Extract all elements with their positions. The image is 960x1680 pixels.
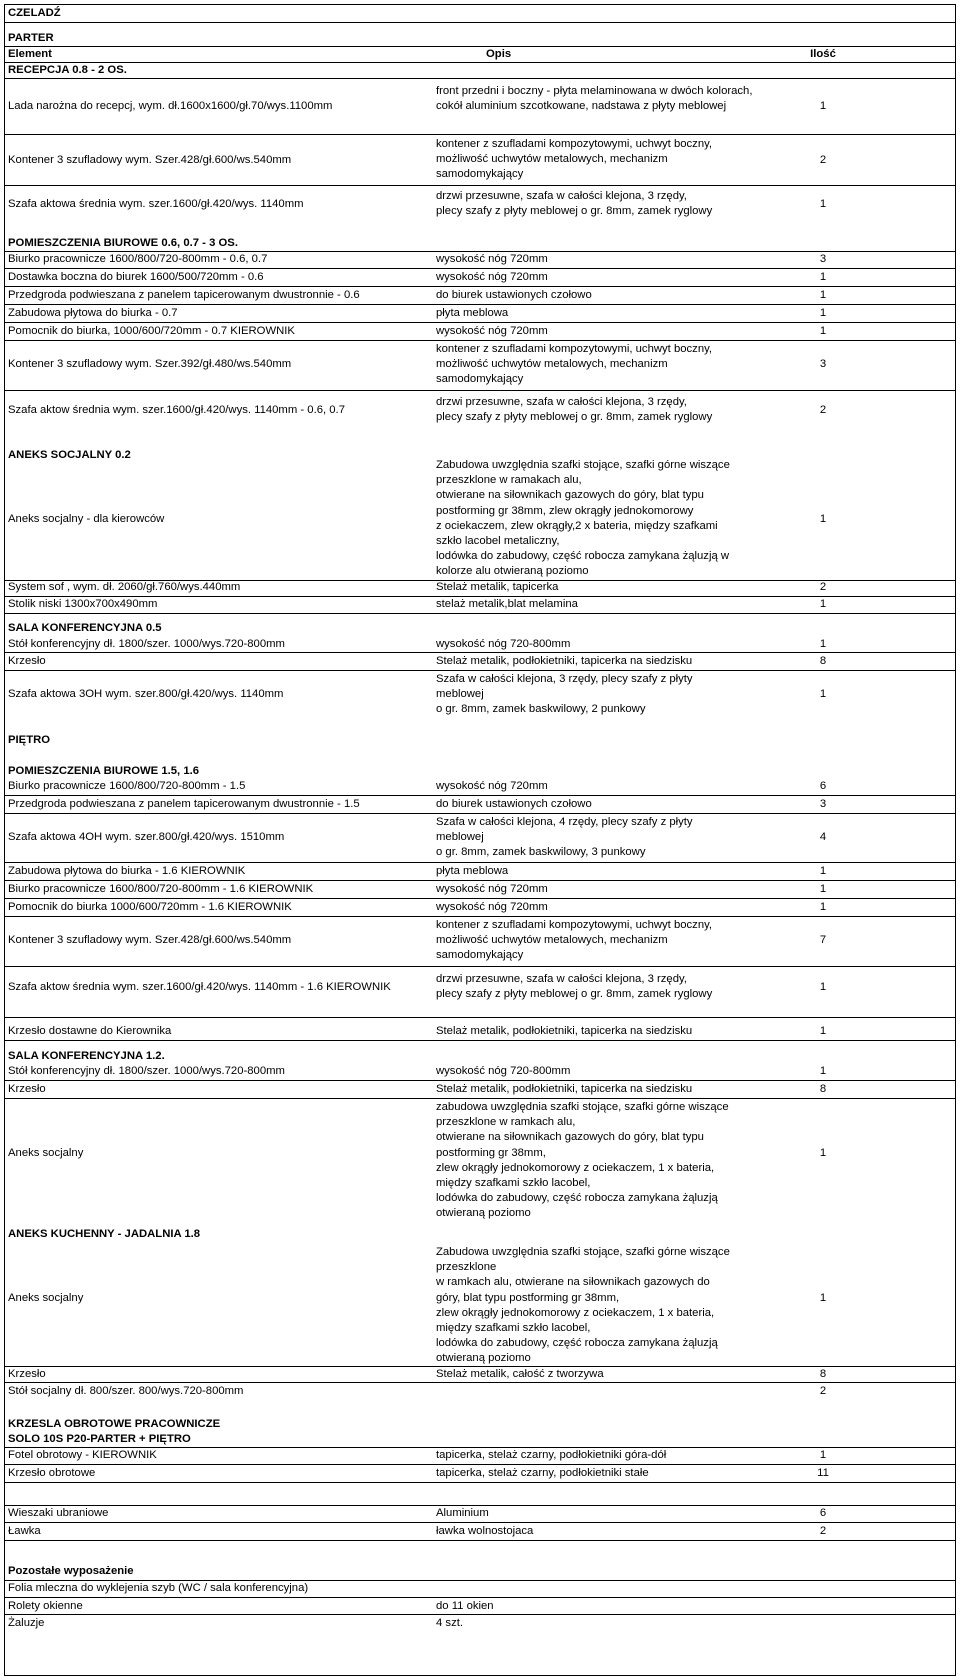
row-rule xyxy=(4,1098,956,1099)
section-heading: PIĘTRO xyxy=(8,734,51,746)
row-opis: wysokość nóg 720-800mm xyxy=(436,1065,571,1077)
row-element: Szafa aktow średnia wym. szer.1600/gł.420/wys. 1140mm - 1.6 KIEROWNIK xyxy=(8,981,391,993)
row-element: Kontener 3 szufladowy wym. Szer.392/gł.480/ws.540mm xyxy=(8,358,292,370)
row-element: Zabudowa płytowa do biurka - 1.6 KIEROWNIK xyxy=(8,865,246,877)
border-bottom xyxy=(4,1675,956,1676)
row-element: Dostawka boczna do biurek 1600/500/720mm - 0.6 xyxy=(8,271,264,283)
row-element: Stół socjalny dł. 800/szer. 800/wys.720-800mm xyxy=(8,1385,244,1397)
section-heading: SALA KONFERENCYJNA 1.2. xyxy=(8,1050,165,1062)
row-element: Szafa aktow średnia wym. szer.1600/gł.420/wys. 1140mm - 0.6, 0.7 xyxy=(8,404,345,416)
row-element: Szafa aktowa 4OH wym. szer.800/gł.420/wys. 1510mm xyxy=(8,831,285,843)
row-rule xyxy=(4,1382,956,1383)
row-element: Krzesło xyxy=(8,1368,46,1380)
row-opis: tapicerka, stelaż czarny, podłokietniki stałe xyxy=(436,1467,649,1479)
section-heading: SOLO 10S P20-PARTER + PIĘTRO xyxy=(8,1433,191,1445)
row-opis: wysokość nóg 720mm xyxy=(436,253,548,265)
row-rule xyxy=(4,1614,956,1615)
row-ilosc: 1 xyxy=(819,289,827,301)
row-rule xyxy=(4,652,956,653)
row-ilosc: 7 xyxy=(819,934,827,946)
border-left xyxy=(4,4,5,1676)
row-element: Stół konferencyjny dł. 1800/szer. 1000/wys.720-800mm xyxy=(8,638,285,650)
row-element: Kontener 3 szufladowy wym. Szer.428/gł.600/ws.540mm xyxy=(8,154,292,166)
row-rule xyxy=(4,340,956,341)
row-element: Pomocnik do biurka, 1000/600/720mm - 0.7 KIEROWNIK xyxy=(8,325,295,337)
row-opis: Szafa w całości klejona, 3 rzędy, plecy szafy z płyty meblowej o gr. 8mm, zamek baskwilowy, 2 punkowy xyxy=(436,673,693,716)
row-ilosc: 1 xyxy=(819,1449,827,1461)
row-rule xyxy=(4,185,956,186)
row-ilosc: 8 xyxy=(819,1083,827,1095)
row-rule xyxy=(4,1464,956,1465)
row-ilosc: 2 xyxy=(819,1385,827,1397)
row-ilosc: 1 xyxy=(819,638,827,650)
row-ilosc: 2 xyxy=(819,581,827,593)
row-rule xyxy=(4,916,956,917)
row-rule xyxy=(4,390,956,391)
row-ilosc: 1 xyxy=(819,513,827,525)
row-ilosc: 8 xyxy=(819,655,827,667)
row-opis: do biurek ustawionych czołowo xyxy=(436,798,592,810)
document-title: CZELADŹ xyxy=(8,7,61,19)
row-opis: ławka wolnostojaca xyxy=(436,1525,534,1537)
title-rule xyxy=(4,22,956,23)
row-element: Stolik niski 1300x700x490mm xyxy=(8,598,158,610)
row-element: Biurko pracownicze 1600/800/720-800mm - 1.6 KIEROWNIK xyxy=(8,883,314,895)
row-rule xyxy=(4,304,956,305)
row-element: Krzesło xyxy=(8,655,46,667)
row-opis: Stelaż metalik, podłokietniki, tapicerka na siedzisku xyxy=(436,1025,693,1037)
row-ilosc: 1 xyxy=(819,1065,827,1077)
header-element: Element xyxy=(8,48,52,60)
row-element: System sof , wym. dł. 2060/gł.760/wys.440mm xyxy=(8,581,241,593)
row-ilosc: 1 xyxy=(819,883,827,895)
row-opis: stelaż metalik,blat melamina xyxy=(436,598,578,610)
row-element: Krzesło dostawne do Kierownika xyxy=(8,1025,172,1037)
section-heading: RECEPCJA 0.8 - 2 OS. xyxy=(8,64,127,76)
row-opis: Stelaż metalik, całość z tworzywa xyxy=(436,1368,604,1380)
row-ilosc: 1 xyxy=(819,901,827,913)
row-ilosc: 1 xyxy=(819,1147,827,1159)
row-opis: kontener z szufladami kompozytowymi, uchwyt boczny, możliwość uchwytów metalowych, mechanizm samodomykający xyxy=(436,138,713,181)
row-opis: wysokość nóg 720mm xyxy=(436,883,548,895)
row-rule xyxy=(4,613,956,614)
row-rule xyxy=(4,880,956,881)
row-opis: drzwi przesuwne, szafa w całości klejona, 3 rzędy, plecy szafy z płyty meblowej o gr. 8mm, zamek ryglowy xyxy=(436,190,713,218)
section-heading: Pozostałe wyposażenie xyxy=(8,1565,134,1577)
row-opis: front przedni i boczny - płyta melaminowana w dwóch kolorach, cokół aluminium szcotkowane, nadstawa z płyty meblowej xyxy=(436,85,753,113)
row-opis: zabudowa uwzględnia szafki stojące, szafki górne wiszące przeszklone w ramkach alu, otwierane na siłownikach gazowych do góry, blat typu postforming gr 38mm, zlew okrągły jednokomorowy z ociekaczem, 1 x bateria, między szafkami szkło lacobel, lodówka do zabudowy, część robocza zamykana żąluzją otwieraną poziomo xyxy=(436,1101,729,1220)
row-element: Krzesło xyxy=(8,1083,46,1095)
row-opis: Szafa w całości klejona, 4 rzędy, plecy szafy z płyty meblowej o gr. 8mm, zamek baskwilowy, 3 punkowy xyxy=(436,816,693,859)
row-element: Pomocnik do biurka 1000/600/720mm - 1.6 KIEROWNIK xyxy=(8,901,292,913)
row-ilosc: 1 xyxy=(819,271,827,283)
row-rule xyxy=(4,898,956,899)
header-rule-3 xyxy=(4,78,956,79)
section-heading: POMIESZCZENIA BIUROWE 1.5, 1.6 xyxy=(8,765,200,777)
row-ilosc: 3 xyxy=(819,253,827,265)
row-rule xyxy=(4,670,956,671)
row-ilosc: 2 xyxy=(819,404,827,416)
row-element: Kontener 3 szufladowy wym. Szer.428/gł.600/ws.540mm xyxy=(8,934,292,946)
row-rule xyxy=(4,1540,956,1541)
row-rule xyxy=(4,1080,956,1081)
row-element: Żaluzje xyxy=(8,1617,45,1629)
row-element: Biurko pracownicze 1600/800/720-800mm - 0.6, 0.7 xyxy=(8,253,268,265)
row-ilosc: 8 xyxy=(819,1368,827,1380)
section-heading: PARTER xyxy=(8,32,54,44)
row-ilosc: 6 xyxy=(819,1507,827,1519)
row-element: Przedgroda podwieszana z panelem tapicerowanym dwustronnie - 0.6 xyxy=(8,289,360,301)
row-element: Ławka xyxy=(8,1525,41,1537)
row-ilosc: 6 xyxy=(819,780,827,792)
row-opis: wysokość nóg 720mm xyxy=(436,901,548,913)
row-ilosc: 2 xyxy=(819,1525,827,1537)
row-opis: wysokość nóg 720-800mm xyxy=(436,638,571,650)
row-rule xyxy=(4,966,956,967)
row-rule xyxy=(4,1522,956,1523)
row-opis: wysokość nóg 720mm xyxy=(436,271,548,283)
row-rule xyxy=(4,862,956,863)
row-opis: do biurek ustawionych czołowo xyxy=(436,289,592,301)
row-opis: Aluminium xyxy=(436,1507,489,1519)
row-element: Szafa aktowa 3OH wym. szer.800/gł.420/wys. 1140mm xyxy=(8,688,284,700)
row-opis: płyta meblowa xyxy=(436,865,509,877)
row-rule xyxy=(4,795,956,796)
row-opis: Zabudowa uwzględnia szafki stojące, szafki górne wiszące przeszklone w ramakach alu, otwierane na siłownikach gazowych do góry, blat typu postforming gr 38mm, zlew okrągły jednokomorowy z ociekaczem, zlew okrągły,2 x bateria, między szafkami szkło lacobel metaliczny, lodówka do zabudowy, część robocza zamykana żąluzją w kolorze alu otwieraną poziomo xyxy=(436,459,730,578)
row-element: Folia mleczna do wyklejenia szyb (WC / sala konferencyjna) xyxy=(8,1582,309,1594)
border-right xyxy=(955,4,956,1676)
row-opis: Zabudowa uwzględnia szafki stojące, szafki górne wiszące przeszklone w ramkach alu, otwierane na siłownikach gazowych do góry, blat typu postforming gr 38mm, zlew okrągły jednokomorowy z ociekaczem, 1 x bateria, między szafkami szkło lacobel, lodówka do zabudowy, część robocza zamykana żąluzją otwieraną poziomo xyxy=(436,1246,730,1365)
row-element: Rolety okienne xyxy=(8,1600,83,1612)
row-element: Przedgroda podwieszana z panelem tapicerowanym dwustronnie - 1.5 xyxy=(8,798,360,810)
row-element: Stół konferencyjny dł. 1800/szer. 1000/wys.720-800mm xyxy=(8,1065,285,1077)
row-rule xyxy=(4,1482,956,1483)
row-ilosc: 1 xyxy=(819,198,827,210)
row-rule xyxy=(4,813,956,814)
row-ilosc: 1 xyxy=(819,865,827,877)
row-rule xyxy=(4,1597,956,1598)
header-rule-1 xyxy=(4,46,956,47)
header-rule-2 xyxy=(4,62,956,63)
border-top xyxy=(4,4,956,5)
row-opis: Stelaż metalik, tapicerka xyxy=(436,581,559,593)
row-element: Krzesło obrotowe xyxy=(8,1467,96,1479)
row-ilosc: 11 xyxy=(817,1467,829,1479)
section-heading: SALA KONFERENCYJNA 0.5 xyxy=(8,622,162,634)
header-opis: Opis xyxy=(486,48,512,60)
row-element: Szafa aktowa średnia wym. szer.1600/gł.420/wys. 1140mm xyxy=(8,198,304,210)
row-rule xyxy=(4,134,956,135)
section-heading: KRZESLA OBROTOWE PRACOWNICZE xyxy=(8,1418,221,1430)
row-opis: drzwi przesuwne, szafa w całości klejona, 3 rzędy, plecy szafy z płyty meblowej o gr. 8mm, zamek ryglowy xyxy=(436,396,713,424)
row-element: Lada narożna do recepcj, wym. dł.1600x1600/gł.70/wys.1100mm xyxy=(8,100,333,112)
section-heading: ANEKS SOCJALNY 0.2 xyxy=(8,449,131,461)
row-ilosc: 1 xyxy=(819,325,827,337)
row-opis: płyta meblowa xyxy=(436,307,509,319)
row-rule xyxy=(4,286,956,287)
row-element: Zabudowa płytowa do biurka - 0.7 xyxy=(8,307,178,319)
section-heading: ANEKS KUCHENNY - JADALNIA 1.8 xyxy=(8,1228,201,1240)
row-opis: wysokość nóg 720mm xyxy=(436,325,548,337)
row-ilosc: 1 xyxy=(819,688,827,700)
row-ilosc: 1 xyxy=(819,307,827,319)
row-opis: wysokość nóg 720mm xyxy=(436,780,548,792)
row-opis: kontener z szufladami kompozytowymi, uchwyt boczny, możliwość uchwytów metalowych, mechanizm samodomykający xyxy=(436,343,713,386)
row-opis: drzwi przesuwne, szafa w całości klejona, 3 rzędy, plecy szafy z płyty meblowej o gr. 8mm, zamek ryglowy xyxy=(436,973,713,1001)
row-element: Aneks socjalny xyxy=(8,1292,84,1304)
row-ilosc: 1 xyxy=(819,1025,827,1037)
row-opis: Stelaż metalik, podłokietniki, tapicerka na siedzisku xyxy=(436,1083,693,1095)
section-heading: POMIESZCZENIA BIUROWE 0.6, 0.7 - 3 OS. xyxy=(8,237,238,249)
row-opis: kontener z szufladami kompozytowymi, uchwyt boczny, możliwość uchwytów metalowych, mechanizm samodomykający xyxy=(436,919,713,962)
header-ilosc: Ilość xyxy=(810,48,836,60)
row-ilosc: 1 xyxy=(819,598,827,610)
row-opis: do 11 okien xyxy=(436,1600,494,1612)
row-element: Biurko pracownicze 1600/800/720-800mm - 1.5 xyxy=(8,780,246,792)
row-ilosc: 2 xyxy=(819,154,827,166)
row-rule xyxy=(4,1017,956,1018)
row-ilosc: 1 xyxy=(819,981,827,993)
row-rule xyxy=(4,268,956,269)
row-opis: tapicerka, stelaż czarny, podłokietniki góra-dół xyxy=(436,1449,667,1461)
row-element: Aneks socjalny xyxy=(8,1147,84,1159)
row-element: Wieszaki ubraniowe xyxy=(8,1507,109,1519)
row-ilosc: 4 xyxy=(819,831,827,843)
row-ilosc: 3 xyxy=(819,798,827,810)
row-element: Fotel obrotowy - KIEROWNIK xyxy=(8,1449,157,1461)
row-element: Aneks socjalny - dla kierowców xyxy=(8,513,165,525)
row-rule xyxy=(4,322,956,323)
row-ilosc: 1 xyxy=(819,100,827,112)
row-opis: 4 szt. xyxy=(436,1617,463,1629)
row-opis: Stelaż metalik, podłokietniki, tapicerka na siedzisku xyxy=(436,655,693,667)
row-ilosc: 3 xyxy=(819,358,827,370)
row-ilosc: 1 xyxy=(819,1292,827,1304)
row-rule xyxy=(4,1040,956,1041)
